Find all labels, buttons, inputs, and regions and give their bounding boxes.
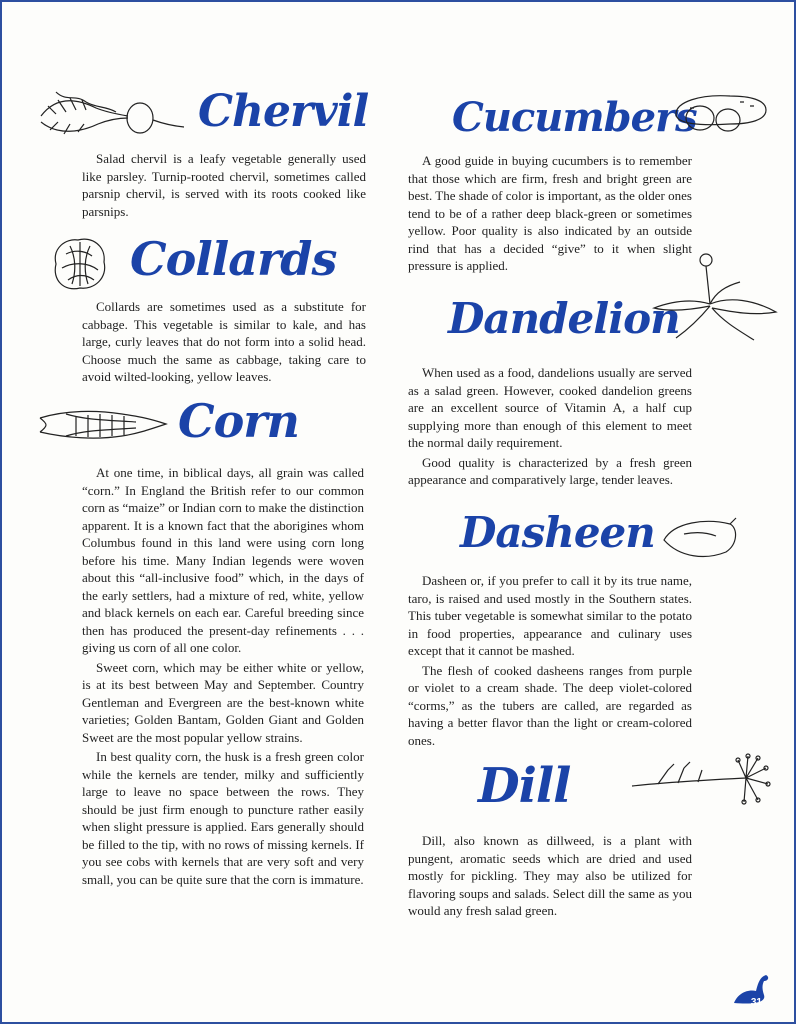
dill-heading: Dill [478, 758, 571, 814]
collards-text [82, 298, 366, 386]
dill-icon [628, 748, 774, 812]
cucumbers-heading: Cucumbers [452, 94, 697, 141]
corn-icon [36, 404, 170, 448]
corn-text [82, 464, 364, 888]
paragraph: When used as a food, dandelions usually are served as a salad green. However, cooked dandelion greens are an excellent source of Vitamin A, a half cup supplying more than enough of this element to meet the normal daily requirement. [408, 365, 692, 450]
paragraph: Dasheen or, if you prefer to call it by its true name, taro, is raised and used mostly in the Southern states. This tuber vegetable is somewhat similar to the potato in food properties, appearance and culinary uses except that it cannot be mashed. [408, 573, 692, 658]
collards-icon [48, 232, 112, 294]
chervil-icon [36, 86, 186, 142]
paragraph: At one time, in biblical days, all grain was called “corn.” In England the British refer to our common corn as “maize” or Indian corn to make the distinction apparent. It is a known fact that the aborigines whom Columbus found in this land were using corn long before his time. Many Indian legends were woven about this “all-inclusive food” which, in the days of the early settlers, had a mixture of red, white, yellow and black kernels on each ear. Careful breeding since then has produced the present-day refinements . . . giving us corn of all one color. [82, 465, 364, 655]
dill-text [408, 832, 692, 920]
paragraph: Collards are sometimes used as a substitute for cabbage. This vegetable is similar to kale, and has large, curly leaves that do not form into a solid head. Choose much the same as cabbage, taking care to avoid wilted-looking, yellow leaves. [82, 299, 366, 384]
paragraph: A good guide in buying cucumbers is to remember that those which are firm, fresh and bright green are best. The shade of color is important, as the older ones tend to be of a rather deep black-green or sometimes yellow. Poor quality is also indicated by an outside rind that has a decided “give” to it when slight pressure is applied. [408, 153, 692, 273]
paragraph: Good quality is characterized by a fresh green appearance and comparatively large, tender leaves. [408, 454, 692, 487]
paragraph: Sweet corn, which may be either white or yellow, is at its best between May and September. Country Gentleman and Evergreen are the best-known white varieties; Golden Bantam, Golden Giant and Golden Sweet are the most popular yellow strains. [82, 659, 364, 745]
chervil-text [82, 150, 366, 220]
dandelion-text [408, 364, 692, 489]
dasheen-heading: Dasheen [460, 508, 655, 557]
page-number: 31 [750, 997, 762, 1008]
dandelion-heading: Dandelion [448, 294, 680, 343]
dasheen-text [408, 572, 692, 749]
chervil-heading: Chervil [198, 86, 369, 137]
cucumber-icon [670, 88, 772, 136]
dandelion-icon [650, 252, 780, 344]
paragraph: Salad chervil is a leafy vegetable generally used like parsley. Turnip-rooted chervil, sometimes called parsnip chervil, is served with its roots cooked like parsnips. [82, 151, 366, 219]
paragraph: The flesh of cooked dasheens ranges from purple or violet to a cream shade. The deep violet-colored “corms,” as the tubers are called, are regarded as having a better flavor than the light or cream-colored ones. [408, 662, 692, 748]
collards-heading: Collards [130, 232, 337, 286]
dasheen-icon [660, 514, 740, 562]
corn-heading: Corn [178, 394, 299, 448]
paragraph: Dill, also known as dillweed, is a plant with pungent, aromatic seeds which are dried and used mostly for pickling. They may also be utilized for flavoring soups and salads. Select dill the same as you would any fresh salad green. [408, 833, 692, 918]
paragraph: In best quality corn, the husk is a fresh green color while the kernels are tender, milky and sufficiently large to leave no space between the rows. They should be just firm enough to puncture rather easily when slight pressure is applied. Ears generally should be filled to the tip, with no rows of missing kernels. If you see cobs with kernels that are very soft and very small, you can be quite sure that the corn is immature. [82, 749, 364, 887]
